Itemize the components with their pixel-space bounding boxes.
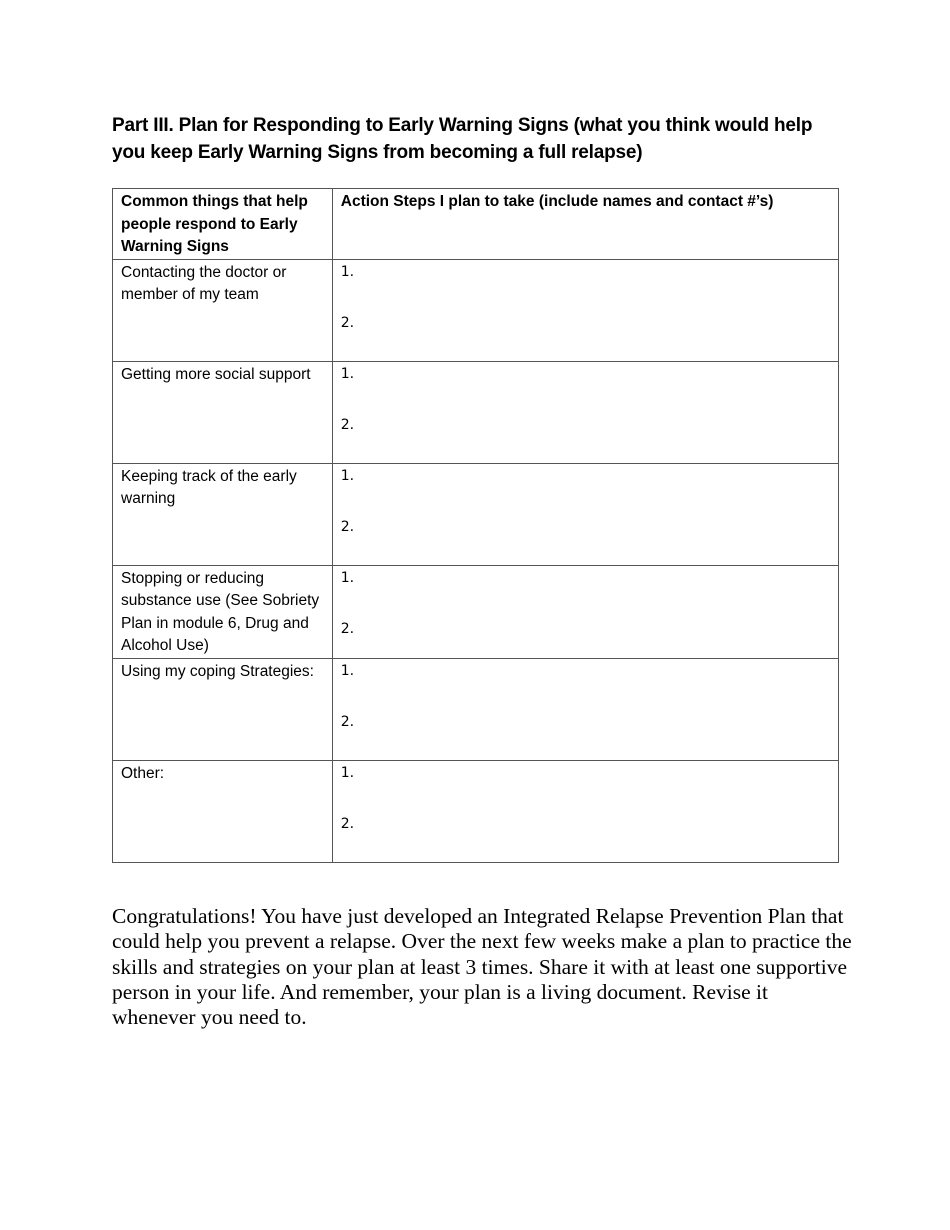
step-number: 2. xyxy=(340,518,355,535)
row-label: Other: xyxy=(113,760,333,862)
table-row xyxy=(113,658,839,760)
closing-paragraph: Congratulations! You have just developed an Integrated Relapse Prevention Plan that could help you prevent a relapse. Over the next few weeks make a plan to practice the skills and strategies on your plan at least 3 times. Share it with at least one supportive person in your life. And remember, your plan is a living document. Revise it whenever you need to. xyxy=(112,904,852,1030)
action-steps-cell[interactable] xyxy=(332,361,838,463)
action-steps-cell[interactable] xyxy=(332,259,838,361)
step-number: 1. xyxy=(340,569,355,586)
table-row xyxy=(113,463,839,565)
row-label: Contacting the doctor or member of my team xyxy=(113,259,333,361)
step-number: 1. xyxy=(340,467,355,484)
action-steps-cell[interactable] xyxy=(332,760,838,862)
row-label: Using my coping Strategies: xyxy=(113,658,333,760)
step-number: 2. xyxy=(340,815,355,832)
column-header-action-steps: Action Steps I plan to take (include names and contact #’s) xyxy=(332,189,838,260)
document-page xyxy=(112,112,852,1030)
step-number: 1. xyxy=(340,764,355,781)
action-steps-cell[interactable] xyxy=(332,658,838,760)
step-number: 1. xyxy=(340,662,355,679)
row-label: Keeping track of the early warning xyxy=(113,463,333,565)
step-number: 2. xyxy=(340,620,355,637)
action-steps-cell[interactable] xyxy=(332,463,838,565)
step-number: 2. xyxy=(340,416,355,433)
response-plan-table xyxy=(112,188,839,863)
table-header-row xyxy=(113,189,839,260)
column-header-common-things: Common things that help people respond to Early Warning Signs xyxy=(113,189,333,260)
table-row xyxy=(113,361,839,463)
step-number: 2. xyxy=(340,314,355,331)
row-label: Stopping or reducing substance use (See Sobriety Plan in module 6, Drug and Alcohol Use) xyxy=(113,565,333,658)
row-label: Getting more social support xyxy=(113,361,333,463)
table-row xyxy=(113,565,839,658)
table-row xyxy=(113,259,839,361)
step-number: 1. xyxy=(340,263,355,280)
section-heading: Part III. Plan for Responding to Early Warning Signs (what you think would help you keep Early Warning Signs from becoming a full relapse) xyxy=(112,115,813,163)
step-number: 1. xyxy=(340,365,355,382)
action-steps-cell[interactable] xyxy=(332,565,838,658)
table-row xyxy=(113,760,839,862)
step-number: 2. xyxy=(340,713,355,730)
